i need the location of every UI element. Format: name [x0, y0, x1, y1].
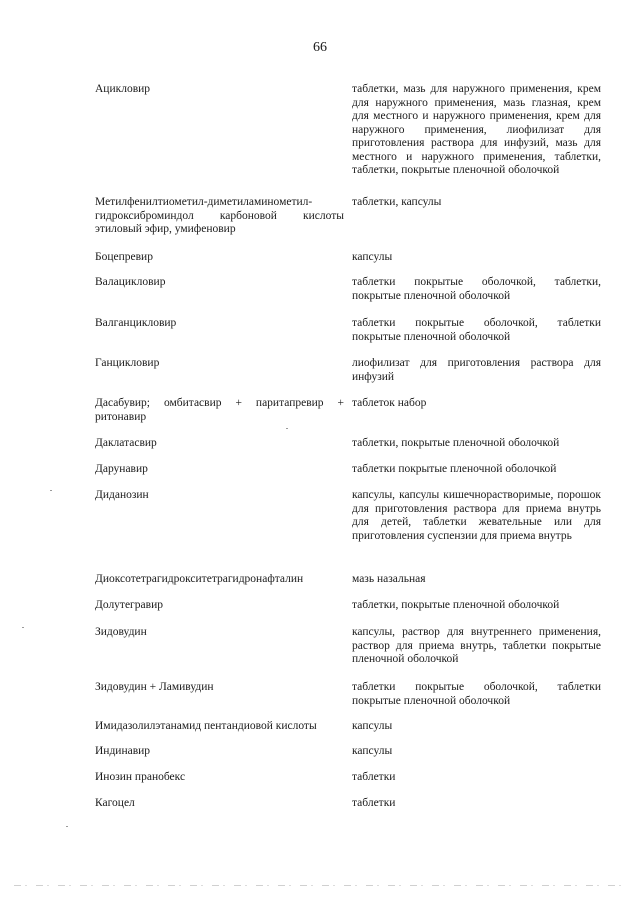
drug-name: Валганцикловир	[95, 317, 177, 329]
dosage-form: таблетки	[352, 771, 396, 783]
drug-name: Имидазолилэтанамид пентандиовой кислоты	[95, 720, 317, 732]
scan-speck	[66, 826, 68, 827]
dosage-form: таблеток набор	[352, 397, 427, 409]
dosage-form: таблетки, капсулы	[352, 196, 442, 208]
dosage-form: капсулы	[352, 251, 393, 263]
dosage-form: таблетки покрытые пленочной оболочкой	[352, 463, 557, 475]
drug-name: Ганцикловир	[95, 357, 160, 369]
drug-name: Диданозин	[95, 489, 149, 501]
drug-name: Инозин пранобекс	[95, 771, 186, 783]
drug-name: Долутегравир	[95, 599, 163, 611]
dosage-form: мазь назальная	[352, 573, 426, 585]
dosage-form: таблетки покрытые оболочкой, таблетки покрытые пленочной оболочкой	[352, 317, 601, 343]
dosage-form: таблетки покрытые оболочкой, таблетки, покрытые пленочной оболочкой	[352, 276, 601, 302]
dosage-form: таблетки	[352, 797, 396, 809]
scan-edge-artifact	[14, 885, 626, 886]
drug-name: Дасабувир; омбитасвир + паритапревир + ритонавир	[95, 397, 344, 423]
drug-name: Зидовудин	[95, 626, 147, 638]
scan-speck	[50, 490, 52, 491]
drug-name: Боцепревир	[95, 251, 153, 263]
dosage-form: лиофилизат для приготовления раствора для инфузий	[352, 357, 601, 383]
page-number: 66	[313, 40, 327, 55]
dosage-form: таблетки, покрытые пленочной оболочкой	[352, 437, 560, 449]
drug-name: Ацикловир	[95, 83, 151, 95]
dosage-form: капсулы, раствор для внутреннего применения, раствор для приема внутрь, таблетки покрытые пленочной оболочкой	[352, 626, 601, 665]
dosage-form: таблетки покрытые оболочкой, таблетки покрытые пленочной оболочкой	[352, 681, 601, 707]
drug-name: Валацикловир	[95, 276, 166, 288]
dosage-form: капсулы	[352, 720, 393, 732]
drug-name: Диоксотетрагидрокситетрагидронафталин	[95, 573, 304, 585]
drug-name: Даклатасвир	[95, 437, 157, 449]
dosage-form: таблетки, мазь для наружного применения, крем для наружного применения, мазь глазная, крем для местного и наружного применения, крем для наружного применения, лиофилизат для приготовления раствора для инфузий, мазь для местного и наружного применения, таблетки, таблетки, покрытые пленочной оболочкой	[352, 83, 601, 176]
dosage-form: капсулы	[352, 745, 393, 757]
drug-name: Индинавир	[95, 745, 151, 757]
dosage-form: капсулы, капсулы кишечнорастворимые, порошок для приготовления раствора для приема внутрь для детей, таблетки жевательные или для приготовления суспензии для приема внутрь	[352, 489, 601, 542]
dosage-form: таблетки, покрытые пленочной оболочкой	[352, 599, 560, 611]
drug-name: Дарунавир	[95, 463, 148, 475]
drug-name: Зидовудин + Ламивудин	[95, 681, 214, 693]
drug-name: Метилфенилтиометил-диметиламинометил-гидроксиброминдол карбоновой кислоты этиловый эфир, умифеновир	[95, 196, 344, 235]
drug-name: Кагоцел	[95, 797, 135, 809]
scan-speck	[22, 627, 24, 628]
scan-speck	[286, 428, 288, 429]
